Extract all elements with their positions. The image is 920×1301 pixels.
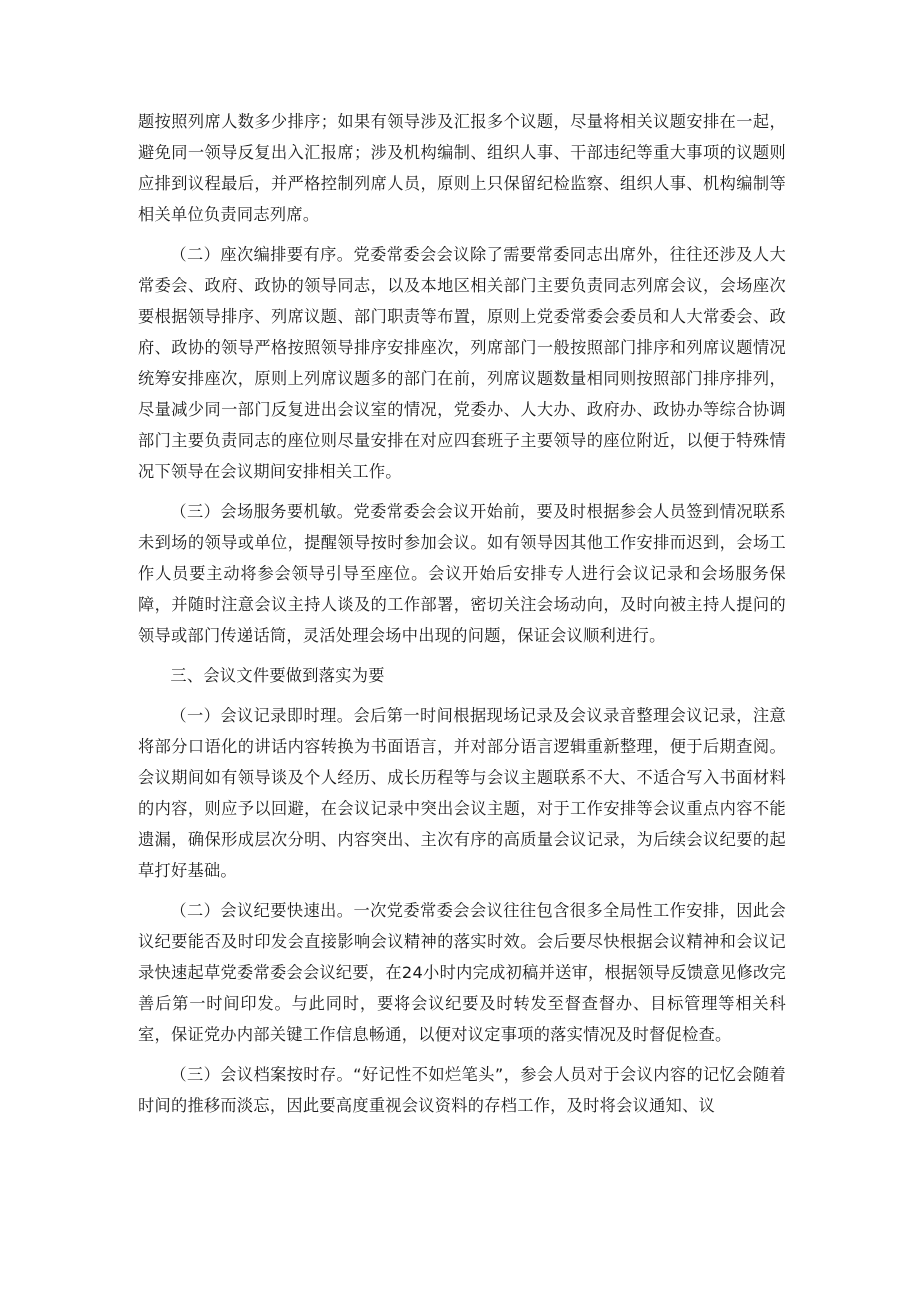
paragraph-meeting-records: （一）会议记录即时理。会后第一时间根据现场记录及会议录音整理会议记录，注意将部分口语化的讲话内容转换为书面语言，并对部分语言逻辑重新整理，便于后期查阅。会议期间如有领导谈及个人经历、成长历程等与会议主题联系不大、不适合写入书面材料的内容，则应予以回避，在会议记录中突出会议主题，对于工作安排等会议重点内容不能遗漏，确保形成层次分明、内容突出、主次有序的高质量会议记录，为后续会议纪要的起草打好基础。 (138, 706, 786, 880)
paragraph-meeting-minutes: （二）会议纪要快速出。一次党委常委会会议往往包含很多全局性工作安排，因此会议纪要能否及时印发会直接影响会议精神的落实时效。会后要尽快根据会议精神和会议记录快速起草党委常委会会议纪要，在24小时内完成初稿并送审，根据领导反馈意见修改完善后第一时间印发。与此同时，要将会议纪要及时转发至督查督办、目标管理等相关科室，保证党办内部关键工作信息畅通，以便对议定事项的落实情况及时督促检查。 (138, 901, 786, 1044)
paragraph-seating-arrangement: （二）座次编排要有序。党委常委会会议除了需要常委同志出席外，往往还涉及人大常委会、政府、政协的领导同志，以及本地区相关部门主要负责同志列席会议，会场座次要根据领导排序、列席议题、部门职责等布置，原则上党委常委会委员和人大常委会、政府、政协的领导严格按照领导排序安排座次，列席部门一般按照部门排序和列席议题情况统筹安排座次，原则上列席议题多的部门在前，列席议题数量相同则按照部门排序排列，尽量减少同一部门反复进出会议室的情况，党委办、人大办、政府办、政协办等综合协调部门主要负责同志的座位则尽量安排在对应四套班子主要领导的座位附近，以便于特殊情况下领导在会议期间安排相关工作。 (138, 245, 786, 481)
section-heading-meeting-documents: 三、会议文件要做到落实为要 (170, 666, 385, 685)
paragraph-meeting-archives: （三）会议档案按时存。“好记性不如烂笔头”，参会人员对于会议内容的记忆会随着时间的推移而淡忘，因此要高度重视会议资料的存档工作，及时将会议通知、议 (138, 1065, 786, 1115)
paragraph-venue-service: （三）会场服务要机敏。党委常委会会议开始前，要及时根据参会人员签到情况联系未到场的领导或单位，提醒领导按时参加会议。如有领导因其他工作安排而迟到，会场工作人员要主动将参会领导引导至座位。会议开始后安排专人进行会议记录和会场服务保障，并随时注意会议主持人谈及的工作部署，密切关注会场动向，及时向被主持人提问的领导或部门传递话筒，灵活处理会场中出现的问题，保证会议顺利进行。 (138, 502, 786, 645)
document-body (138, 106, 786, 1130)
paragraph-continued-agenda-order: 题按照列席人数多少排序；如果有领导涉及汇报多个议题，尽量将相关议题安排在一起，避免同一领导反复出入汇报席；涉及机构编制、组织人事、干部违纪等重大事项的议题则应排到议程最后，并严格控制列席人员，原则上只保留纪检监察、组织人事、机构编制等相关单位负责同志列席。 (138, 112, 786, 224)
